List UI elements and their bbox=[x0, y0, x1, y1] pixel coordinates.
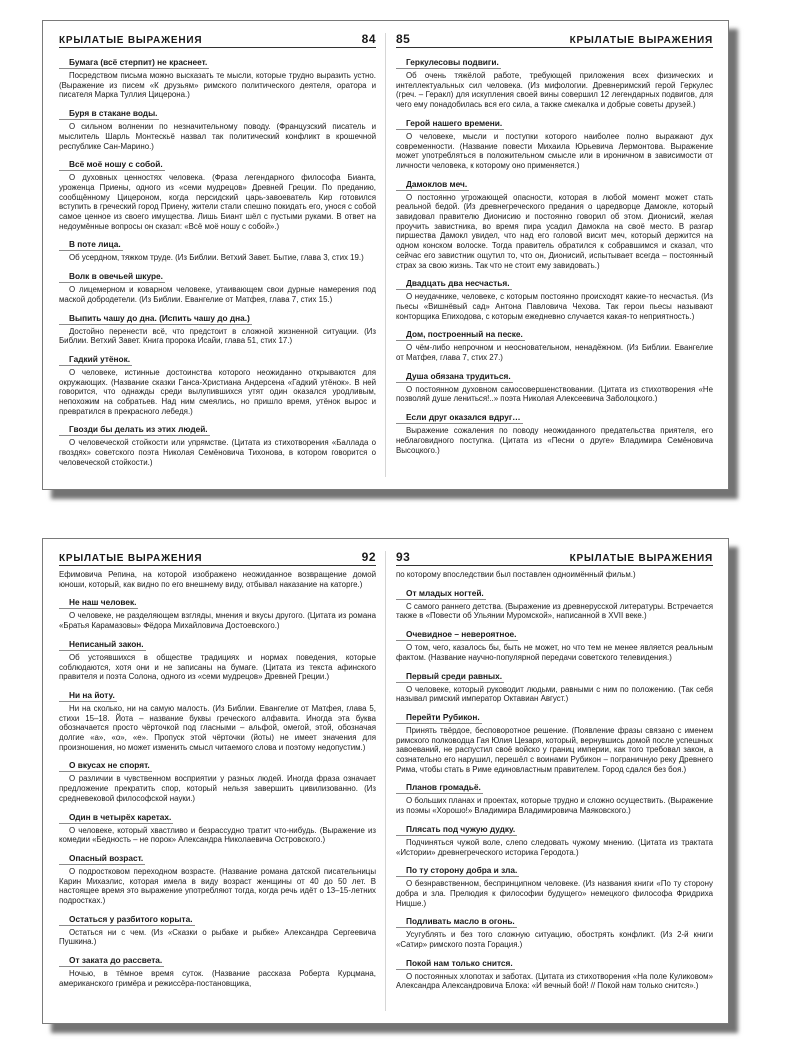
page-number: 84 bbox=[361, 32, 376, 46]
entry bbox=[59, 592, 376, 630]
entry-text: Об очень тяжёлой работе, требующей приложения всех физических и интеллектуальных сил человека. (Из мифологии. Древнеримский герой Геркулес (греч. – Геракл) для искупления своей вины совершил 12 легендарных подвигов, для чего ему понадобилась вся его сила, а также смекалка и добрые советы друзей.) bbox=[396, 71, 713, 110]
entry-text: О человеке, мысли и поступки которого наиболее полно выражают дух современности. (Название повести Михаила Юрьевича Лермонтова. Выражение может употребляться в положительном смысле или в ироничном в зависимости от личности человека, к которому оно применяется.) bbox=[396, 131, 713, 170]
entry-title: Гвозди бы делать из этих людей. bbox=[59, 424, 210, 436]
entry-text: О духовных ценностях человека. (Фраза легендарного философа Бианта, уроженца Приены, одного из «семи мудрецов» Древней Греции. По преданию, сообщённому Цицероном, когда персидский царь-завоеватель Кир готовился вступить в греческий город Приену, жители стали спешно покидать его, унося с собой самое ценное из своего имущества. Лишь Биант шёл с пустыми руками. В ответ на недоумённые вопросы он сказал: «Всё моё ношу с собой».) bbox=[59, 173, 376, 231]
page-number: 92 bbox=[361, 550, 376, 564]
entry-title: Подливать масло в огонь. bbox=[396, 916, 517, 928]
entry bbox=[59, 950, 376, 988]
entry bbox=[59, 349, 376, 417]
entry bbox=[59, 308, 376, 346]
entry-text: Посредством письма можно высказать те мысли, которые трудно выразить устно. (Выражение из писем «К друзьям» римского политического деятеля, оратора и писателя Марка Туллия Цицерона.) bbox=[59, 71, 376, 100]
entry-text: О человеке, который руководит людьми, равными с ним по положению. (Так себя называл римский император Октавиан Август.) bbox=[396, 684, 713, 704]
page-92 bbox=[43, 539, 385, 1023]
entry-text: О постоянно угрожающей опасности, которая в любой момент может стать реальной бедой. (Из древнегреческого предания о царедворце Дамокле, который завидовал правителю Дионисию и постоянно говорил об этом. Дионисий, желая проучить завистника, во время пира усадил Дамокла на своё место. В разгар пиршества Дамокл увидел, что над его головой висит меч, который держится на одном конском волоске. Тогда правитель обратился к собравшимся и сказал, что сейчас его завистник ощутил то, что он, Дионисий, испытывает всегда – постоянный страх за свою жизнь. Так что не стоит ему завидовать.) bbox=[396, 192, 713, 270]
entry-title: Буря в стакане воды. bbox=[59, 108, 159, 120]
page-93 bbox=[386, 539, 728, 1023]
running-title: КРЫЛАТЫЕ ВЫРАЖЕНИЯ bbox=[59, 553, 203, 564]
entry bbox=[396, 174, 713, 271]
entry-title: В поте лица. bbox=[59, 239, 123, 251]
entry-text: Усугублять и без того сложную ситуацию, обострять конфликт. (Из 2-й книги «Сатир» римского поэта Горация.) bbox=[396, 930, 713, 950]
entry-text: С самого раннего детства. (Выражение из древнерусской литературы. Встречается также в «Повести об Ульянии Муромской», написанной в XVII веке.) bbox=[396, 601, 713, 621]
entry-title: Душа обязана трудиться. bbox=[396, 371, 513, 383]
entry bbox=[59, 755, 376, 803]
entry-text: О человеке, не разделяющем взгляды, мнения и вкусы другого. (Цитата из романа «Братья Карамазовы» Фёдора Михайловича Достоевского.) bbox=[59, 611, 376, 631]
entry-text: О постоянных хлопотах и заботах. (Цитата из стихотворения «На поле Куликовом» Александра Александровича Блока: «И вечный бой! // Покой нам только снится».) bbox=[396, 971, 713, 991]
entry-title: Один в четырёх каретах. bbox=[59, 812, 173, 824]
entry-title: От заката до рассвета. bbox=[59, 955, 164, 967]
entry-text: О больших планах и проектах, которые трудно и сложно осуществить. (Выражение из поэмы «Хорошо!» Владимира Владимировича Маяковского.) bbox=[396, 796, 713, 816]
entry bbox=[59, 52, 376, 100]
entry-text: Выражение сожаления по поводу неожиданного предательства приятеля, его неблаговидного поступка. (Цитата из «Песни о друге» Владимира Семёновича Высоцкого.) bbox=[396, 426, 713, 455]
entry-title: Плясать под чужую дудку. bbox=[396, 824, 517, 836]
entry-title: О вкусах не спорят. bbox=[59, 760, 152, 772]
entry-title: Неписаный закон. bbox=[59, 639, 146, 651]
entry bbox=[59, 234, 376, 263]
entry-text: Ни на сколько, ни на самую малость. (Из Библии. Евангелие от Матфея, глава 5, стихи 15–18. Йота – название буквы греческого алфавита. Иногда эта буква обозначается просто чёрточкой под гласными – альфой, омегой, этой, обозначая долгие «а», «о», «е». Пропуск этой чёрточки (йоты) не имеет значения для произношения, но может изменить смысл читаемого слова и поэтому недопустим.) bbox=[59, 703, 376, 752]
entry-title: Опасный возраст. bbox=[59, 853, 145, 865]
page-85 bbox=[386, 21, 728, 489]
entry-title: Бумага (всё стерпит) не краснеет. bbox=[59, 57, 209, 69]
entries-list bbox=[396, 583, 713, 991]
entry bbox=[396, 953, 713, 991]
entry-title: Очевидное – невероятное. bbox=[396, 629, 518, 641]
entries-list bbox=[396, 52, 713, 455]
continued-text: по которому впоследствии был поставлен одноимённый фильм.) bbox=[396, 570, 636, 579]
entry bbox=[396, 583, 713, 621]
entry bbox=[396, 707, 713, 775]
entry-text: О лицемерном и коварном человеке, утаивающем свои дурные намерения под маской добродетели. (Из Библии. Евангелие от Матфея, глава 7, стих 15.) bbox=[59, 285, 376, 304]
page-84 bbox=[43, 21, 385, 489]
continued-text: Ефимовича Репина, на которой изображено неожиданное возвращение домой юноши, который, как видно по его внешнему виду, отбывал наказание на каторге.) bbox=[59, 570, 376, 589]
entry-title: От младых ногтей. bbox=[396, 588, 486, 600]
entry bbox=[59, 909, 376, 947]
entry bbox=[396, 624, 713, 662]
entry bbox=[59, 419, 376, 467]
entry-text: Подчиняться чужой воле, слепо следовать чужому мнению. (Цитата из трактата «Истории» древнегреческого историка Геродота.) bbox=[396, 837, 713, 857]
entry-text: Принять твёрдое, бесповоротное решение. (Появление фразы связано с именем римского полководца Гая Юлия Цезаря, который, вернувшись домой после успешных завоеваний, не распустил своё войско у границ империи, как того требовал закон, а сознательно его нарушил, перешёл с воинами Рубикон – пограничную реку Древнего Рима, чтобы стать в Риме единовластным правителем. Город сдался без боя.) bbox=[396, 725, 713, 774]
running-title: КРЫЛАТЫЕ ВЫРАЖЕНИЯ bbox=[569, 553, 713, 564]
entry-text: О сильном волнении по незначительному поводу. (Французский писатель и мыслитель Шарль Монтескьё назвал так политический конфликт в крошечной республике Сан-Марино.) bbox=[59, 122, 376, 151]
entry bbox=[396, 819, 713, 857]
entries-list bbox=[59, 592, 376, 988]
entry bbox=[396, 860, 713, 908]
page-number: 93 bbox=[396, 550, 411, 564]
entry-title: Покой нам только снится. bbox=[396, 958, 515, 970]
entry-text: О чём-либо непрочном и неосновательном, ненадёжном. (Из Библии. Евангелие от Матфея, глава 7, стих 27.) bbox=[396, 343, 713, 363]
entry-text: О неудачнике, человеке, с которым постоянно происходят какие-то несчастья. (Из пьесы «Вишнёвый сад» Антона Павловича Чехова. Так герои пьесы называют конторщика Епиходова, с которым ежедневно случается какая-то неприятность.) bbox=[396, 292, 713, 321]
entry-text: О человеке, который хвастливо и безрассудно тратит что-нибудь. (Выражение из комедии «Бедность – не порок» Александра Николаевича Островского.) bbox=[59, 825, 376, 845]
entry bbox=[396, 273, 713, 321]
entry-text: Об устоявшихся в обществе традициях и нормах поведения, которые соблюдаются, хотя они и не записаны на бумаге. (Цитата из текста афинского правителя и поэта Солона, одного из «семи мудрецов» Древней Греции.) bbox=[59, 652, 376, 682]
entry-title: Первый среди равных. bbox=[396, 671, 504, 683]
entry bbox=[59, 103, 376, 151]
entry-title: Выпить чашу до дна. (Испить чашу до дна.) bbox=[59, 313, 252, 325]
entry bbox=[59, 807, 376, 845]
entry bbox=[396, 777, 713, 815]
entry-title: Геркулесовы подвиги. bbox=[396, 57, 501, 69]
entry-title: Перейти Рубикон. bbox=[396, 712, 482, 724]
entry-title: Гадкий утёнок. bbox=[59, 354, 132, 366]
entry bbox=[59, 848, 376, 906]
page-header bbox=[396, 550, 713, 566]
entries-list bbox=[59, 52, 376, 468]
entry-title: Остаться у разбитого корыта. bbox=[59, 914, 195, 926]
entry-text: О человеческой стойкости или упрямстве. (Цитата из стихотворения «Баллада о гвоздях» советского поэта Николая Семёновича Тихонова, в котором говорится о человеческой стойкости.) bbox=[59, 438, 376, 467]
running-title: КРЫЛАТЫЕ ВЫРАЖЕНИЯ bbox=[59, 35, 203, 46]
page-header bbox=[396, 32, 713, 48]
entry bbox=[396, 666, 713, 704]
entry-title: Ни на йоту. bbox=[59, 690, 117, 702]
running-title: КРЫЛАТЫЕ ВЫРАЖЕНИЯ bbox=[569, 35, 713, 46]
entry-title: По ту сторону добра и зла. bbox=[396, 865, 519, 877]
entry bbox=[59, 685, 376, 753]
entry bbox=[396, 407, 713, 455]
entry-text: О постоянном духовном самосовершенствовании. (Цитата из стихотворения «Не позволяй душе лениться!..» поэта Николая Алексеевича Заболоцкого.) bbox=[396, 384, 713, 404]
entry-text: О подростковом переходном возрасте. (Название романа датской писательницы Карин Михаэлис, которая имела в виду возраст женщины от 40 до 50 лет. В настоящее время это выражение употребляют тогда, когда речь идёт о 13–15-летних подростках.) bbox=[59, 866, 376, 906]
page-number: 85 bbox=[396, 32, 411, 46]
entry-title: Волк в овечьей шкуре. bbox=[59, 271, 165, 283]
entry-title: Герой нашего времени. bbox=[396, 118, 504, 130]
entry bbox=[59, 634, 376, 682]
book-spread-bottom bbox=[42, 538, 729, 1024]
entry-text: Об усердном, тяжком труде. (Из Библии. Ветхий Завет. Бытие, глава 3, стих 19.) bbox=[69, 253, 364, 263]
entry-text: Достойно перенести всё, что предстоит в сложной жизненной ситуации. (Из Библии. Ветхий Завет. Книга пророка Исайи, глава 51, стих 17.) bbox=[59, 326, 376, 346]
entry-text: О различии в чувственном восприятии у разных людей. Иногда фраза означает предложение прекратить спор, который нельзя завершить цивилизованно. (Из средневековой философской науки.) bbox=[59, 774, 376, 803]
entry bbox=[59, 154, 376, 231]
entry bbox=[396, 52, 713, 110]
entry bbox=[396, 324, 713, 362]
entry bbox=[59, 266, 376, 304]
entry-text: О том, чего, казалось бы, быть не может, но что тем не менее является реальным фактом. (Название научно-популярной передачи советского телевидения.) bbox=[396, 643, 713, 662]
entry-title: Двадцать два несчастья. bbox=[396, 278, 512, 290]
entry-text: Остаться ни с чем. (Из «Сказки о рыбаке и рыбке» Александра Сергеевича Пушкина.) bbox=[59, 927, 376, 947]
entry-title: Всё моё ношу с собой. bbox=[59, 159, 165, 171]
entry bbox=[396, 366, 713, 404]
page-header bbox=[59, 32, 376, 48]
book-spread-top bbox=[42, 20, 729, 490]
entry-title: Если друг оказался вдруг… bbox=[396, 412, 523, 424]
entry-text: Ночью, в тёмное время суток. (Название рассказа Роберта Курцмана, американского гримёра и режиссёра-постановщика, bbox=[59, 969, 376, 988]
entry-text: О безнравственном, беспринципном человеке. (Из названия книги «По ту сторону добра и зла. Прелюдия к философии будущего» немецкого философа Фридриха Ницше.) bbox=[396, 879, 713, 908]
entry-title: Дом, построенный на песке. bbox=[396, 329, 525, 341]
entry-text: О человеке, истинные достоинства которого неожиданно открываются для окружающих. (Название сказки Ганса-Христиана Андерсена «Гадкий утёнок». В ней говорится, что однажды среди вылупившихся утят один оказался уродливым, непохожим на собратьев. Над ним смеялись, но пришло время, утёнок вырос и превратился в прекрасного лебедя.) bbox=[59, 367, 376, 416]
entry-title: Не наш человек. bbox=[59, 597, 138, 609]
entry-title: Планов громадьё. bbox=[396, 782, 483, 794]
entry bbox=[396, 911, 713, 949]
page-header bbox=[59, 550, 376, 566]
entry-title: Дамоклов меч. bbox=[396, 179, 469, 191]
entry bbox=[396, 113, 713, 171]
